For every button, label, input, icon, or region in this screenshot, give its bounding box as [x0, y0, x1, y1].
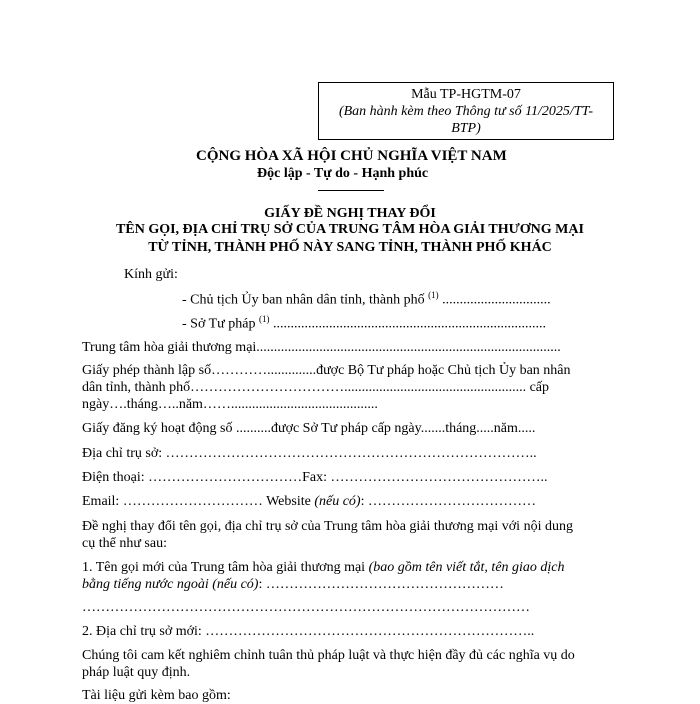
email-label: Email: ………………………… Website [82, 494, 315, 509]
request-line2: cụ thể như sau: [82, 536, 167, 551]
new-name-dots-line: …………………………………………………………………………………… [82, 600, 530, 615]
license-line1: Giấy phép thành lập số…………..............được Bộ Tư pháp hoặc Chủ tịch Ủy ban nhân [82, 363, 571, 378]
motto-underline [318, 190, 384, 191]
license-line3: ngày….tháng…..năm…….......................................... [82, 397, 378, 412]
phone-fax-field: Điện thoại: ……………………………Fax: ……………………………………….. [82, 470, 548, 485]
salutation: Kính gửi: [124, 267, 178, 282]
new-name-prefix: 1. Tên gọi mới của Trung tâm hòa giải thương mại [82, 560, 369, 575]
new-address-field: 2. Địa chỉ trụ sở mới: …………………………………………………………….. [82, 624, 535, 639]
new-name-note1: (bao gồm tên viết tắt, tên giao dịch [368, 560, 565, 575]
recipient-chairman-dots: ............................... [438, 292, 551, 308]
doc-title-line1: GIẤY ĐỀ NGHỊ THAY ĐỔI [264, 206, 436, 221]
address-field: Địa chỉ trụ sở: …………………………………………………………………….. [82, 446, 537, 461]
form-issued-line1: (Ban hành kèm theo Thông tư số 11/2025/TT- [338, 104, 594, 119]
form-issued-line2: BTP) [451, 121, 481, 136]
doc-title-line2: TÊN GỌI, ĐỊA CHỈ TRỤ SỞ CỦA TRUNG TÂM HÒA GIẢI THƯƠNG MẠI [116, 222, 584, 237]
recipient-chairman [182, 290, 551, 309]
commitment-line1: Chúng tôi cam kết nghiêm chỉnh tuân thủ pháp luật và thực hiện đầy đủ các nghĩa vụ do [82, 648, 575, 663]
website-optional: (nếu có) [314, 494, 361, 509]
website-dots: : ……………………………… [360, 494, 536, 509]
footnote-ref: (1) [258, 314, 270, 324]
request-line1: Đề nghị thay đổi tên gọi, địa chỉ trụ sở của Trung tâm hòa giải thương mại với nội dung [82, 519, 573, 534]
new-name-line1 [82, 560, 565, 576]
center-name-field: Trung tâm hòa giải thương mại....................................................................................... [82, 340, 561, 355]
license-line2: dân tỉnh, thành phố…………………………….................................................... cấp [82, 380, 550, 395]
commitment-line2: pháp luật quy định. [82, 665, 191, 680]
form-code: Mẫu TP-HGTM-07 [411, 87, 521, 102]
country-name: CỘNG HÒA XÃ HỘI CHỦ NGHĨA VIỆT NAM [196, 148, 507, 164]
recipient-justice-dots: .............................................................................. [269, 316, 546, 332]
attachments-label: Tài liệu gửi kèm bao gồm: [82, 688, 231, 703]
registration-field: Giấy đăng ký hoạt động số ..........được Sở Tư pháp cấp ngày.......tháng.....năm..... [82, 421, 536, 436]
new-name-note2: bằng tiếng nước ngoài (nếu có) [82, 577, 259, 592]
recipient-chairman-text: - Chủ tịch Ủy ban nhân dân tỉnh, thành phố [182, 292, 429, 308]
new-name-dots: : …………………………………………… [258, 577, 504, 592]
email-website-field [82, 494, 536, 510]
recipient-justice-dept [182, 314, 546, 333]
national-motto: Độc lập - Tự do - Hạnh phúc [257, 166, 429, 181]
form-code-box [318, 82, 614, 140]
new-name-line2 [82, 577, 504, 593]
footnote-ref: (1) [428, 290, 439, 300]
recipient-justice-text: - Sở Tư pháp [182, 316, 259, 332]
doc-title-line3: TỪ TỈNH, THÀNH PHỐ NÀY SANG TỈNH, THÀNH PHỐ KHÁC [148, 240, 552, 255]
